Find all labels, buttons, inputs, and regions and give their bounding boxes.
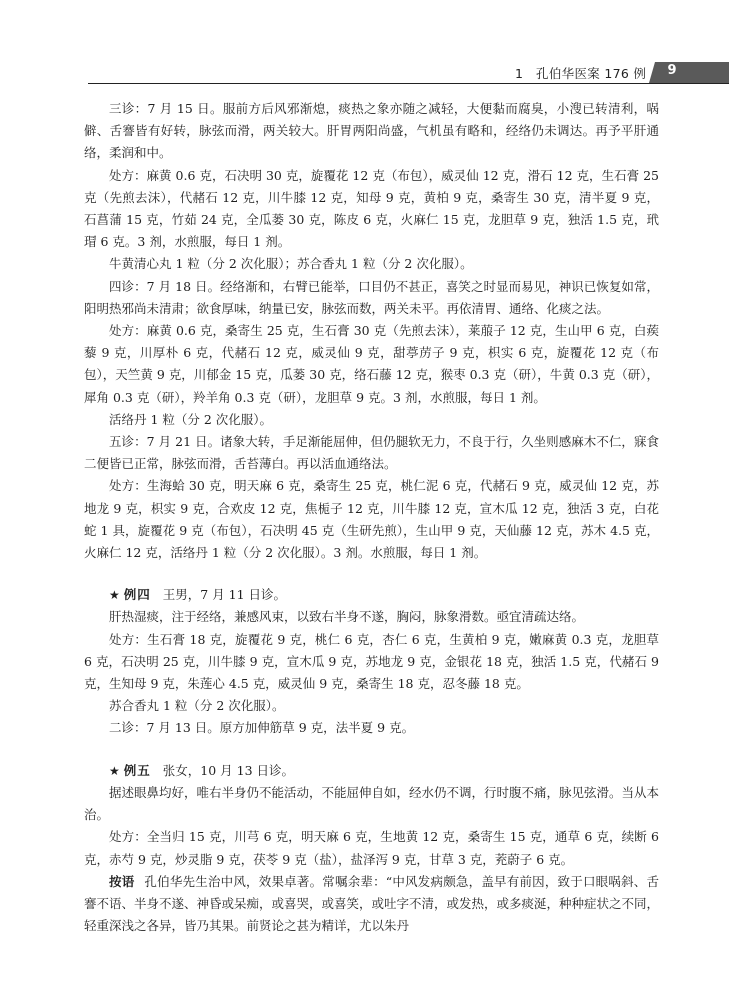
prescription-paragraph: 处方：生海蛤 30 克，明天麻 6 克，桑寄生 25 克，桃仁泥 6 克，代赭石 9 克，威灵仙 12 克，苏地龙 9 克，枳实 9 克，合欢皮 12 克，焦栀子 12 克，川牛膝 12 克，宣木瓜 12 克，独活 3 克，白花蛇 1 具，旋覆花 9 克（布包），石决明 45 克（生研先煎），生山甲 9 克，天仙藤 12 克，苏木 4.5 克，火麻仁 12 克，活络丹 1 粒（分 2 次化服）。3 剂。水煎服，每日 1 剂。	[84, 478, 659, 561]
fifth-visit-paragraph: 五诊：7 月 21 日。诸象大转，手足渐能屈伸，但仍腿软无力，不良于行，久坐则感麻木不仁，寐食二便皆已正常，脉弦而滑，舌苔薄白。再以活血通络法。	[84, 434, 659, 472]
case-number-label: 例四	[123, 587, 151, 603]
star-icon: ★	[109, 763, 120, 778]
commentary-paragraph	[84, 871, 659, 938]
pill-paragraph: 牛黄清心丸 1 粒（分 2 次化服）；苏合香丸 1 粒（分 2 次化服）。	[109, 256, 473, 272]
section-gap	[84, 740, 659, 760]
diagnosis-paragraph: 据述眼鼻均好，唯右半身仍不能活动，不能屈伸自如，经水仍不调，行时腹不痛，脉见弦滑。当从本治。	[84, 784, 660, 823]
prescription-paragraph: 处方：麻黄 0.6 克，桑寄生 25 克，生石膏 30 克（先煎去沫），莱菔子 12 克，生山甲 6 克，白蒺藜 9 克，川厚朴 6 克，代赭石 12 克，威灵仙 9 克，甜葶苈子 9 克，枳实 6 克，旋覆花 12 克（布包），天竺黄 9 克，川郁金 15 克，瓜蒌 30 克，络石藤 12 克，猴枣 0.3 克（研），牛黄 0.3 克（研），犀角 0.3 克（研），羚羊角 0.3 克（研），龙胆草 9 克。3 剂，水煎服，每日 1 剂。	[84, 323, 659, 405]
commentary-label: 按语	[109, 873, 135, 889]
case-heading	[84, 760, 659, 782]
third-visit-paragraph: 三诊：7 月 15 日。服前方后风邪渐熄，痰热之象亦随之减轻，大便黏而腐臭，小溲已转清利，㖞僻、舌謇皆有好转，脉弦而滑，两关较大。肝胃两阳尚盛，气机虽有略和，经络仍未调达。再予平肝通络，柔润和中。	[84, 101, 659, 161]
pill-paragraph: 活络丹 1 粒（分 2 次化服）。	[109, 411, 273, 427]
prescription-paragraph: 处方：生石膏 18 克，旋覆花 9 克，桃仁 6 克，杏仁 6 克，生黄柏 9 克，嫩麻黄 0.3 克，龙胆草 6 克，石决明 25 克，川牛膝 9 克，宣木瓜 9 克，苏地龙 9 克，金银花 18 克，独活 1.5 克，代赭石 9 克，生知母 9 克，朱莲心 4.5 克，威灵仙 9 克，桑寄生 18 克，忍冬藤 18 克。	[84, 631, 659, 692]
fourth-visit-paragraph: 四诊：7 月 18 日。经络渐和，右臂已能举，口目仍不甚正，喜笑之时显而易见，神识已恢复如常，阳明热邪尚未清肃；欲食厚味，纳量已安，脉弦而数，两关未平。再依清胃、通络、化痰之法。	[84, 278, 659, 316]
second-visit-paragraph: 二诊：7 月 13 日。原方加伸筋草 9 克，法半夏 9 克。	[109, 720, 415, 736]
star-icon: ★	[109, 588, 120, 603]
section-gap	[84, 564, 659, 584]
prescription-paragraph: 处方：麻黄 0.6 克，石决明 30 克，旋覆花 12 克（布包），威灵仙 12 克，滑石 12 克，生石膏 25 克（先煎去沫），代赭石 12 克，川牛膝 12 克，知母 9 克，黄柏 9 克，桑寄生 30 克，清半夏 9 克，石菖蒲 15 克，竹茹 24 克，全瓜蒌 30 克，陈皮 6 克，火麻仁 15 克，龙胆草 9 克，独活 1.5 克，玳瑁 6 克。3 剂，水煎服，每日 1 剂。	[84, 167, 659, 250]
case-number-label: 例五	[123, 762, 151, 778]
commentary-text: 孔伯华先生治中风，效果卓著。常嘱余辈：“中风发病颇急，盖早有前因，致于口眼㖞斜、舌謇不语、半身不遂、神昏或呆痴，或喜哭，或喜笑，或吐字不清，或发热，或多痰涎，种种症状之不同，轻重深浅之各异，皆乃其果。前贤论之甚为精详，尤以朱丹	[84, 873, 660, 934]
case-heading	[84, 584, 659, 606]
header-rule	[88, 83, 729, 84]
prescription-paragraph: 处方：全当归 15 克，川芎 6 克，明天麻 6 克，生地黄 12 克，桑寄生 15 克，通草 6 克，续断 6 克，赤芍 9 克，炒灵脂 9 克，茯苓 9 克（盐），盐泽泻 9 克，甘草 3 克，茺蔚子 6 克。	[84, 829, 659, 867]
page-header	[0, 0, 729, 90]
diagnosis-paragraph: 肝热湿痰，注于经络，兼感风束，以致右半身不遂，胸闷，脉象滑数。亟宜清疏达络。	[109, 609, 585, 625]
running-header-title: 1 孔伯华医案 176 例	[515, 66, 647, 81]
pill-paragraph: 苏合香丸 1 粒（分 2 次化服）。	[109, 698, 285, 714]
page-body	[84, 98, 659, 937]
page-number: 9	[667, 63, 677, 78]
case-patient-info: 张女，10 月 13 日诊。	[162, 762, 295, 778]
case-patient-info: 王男，7 月 11 日诊。	[162, 587, 287, 603]
